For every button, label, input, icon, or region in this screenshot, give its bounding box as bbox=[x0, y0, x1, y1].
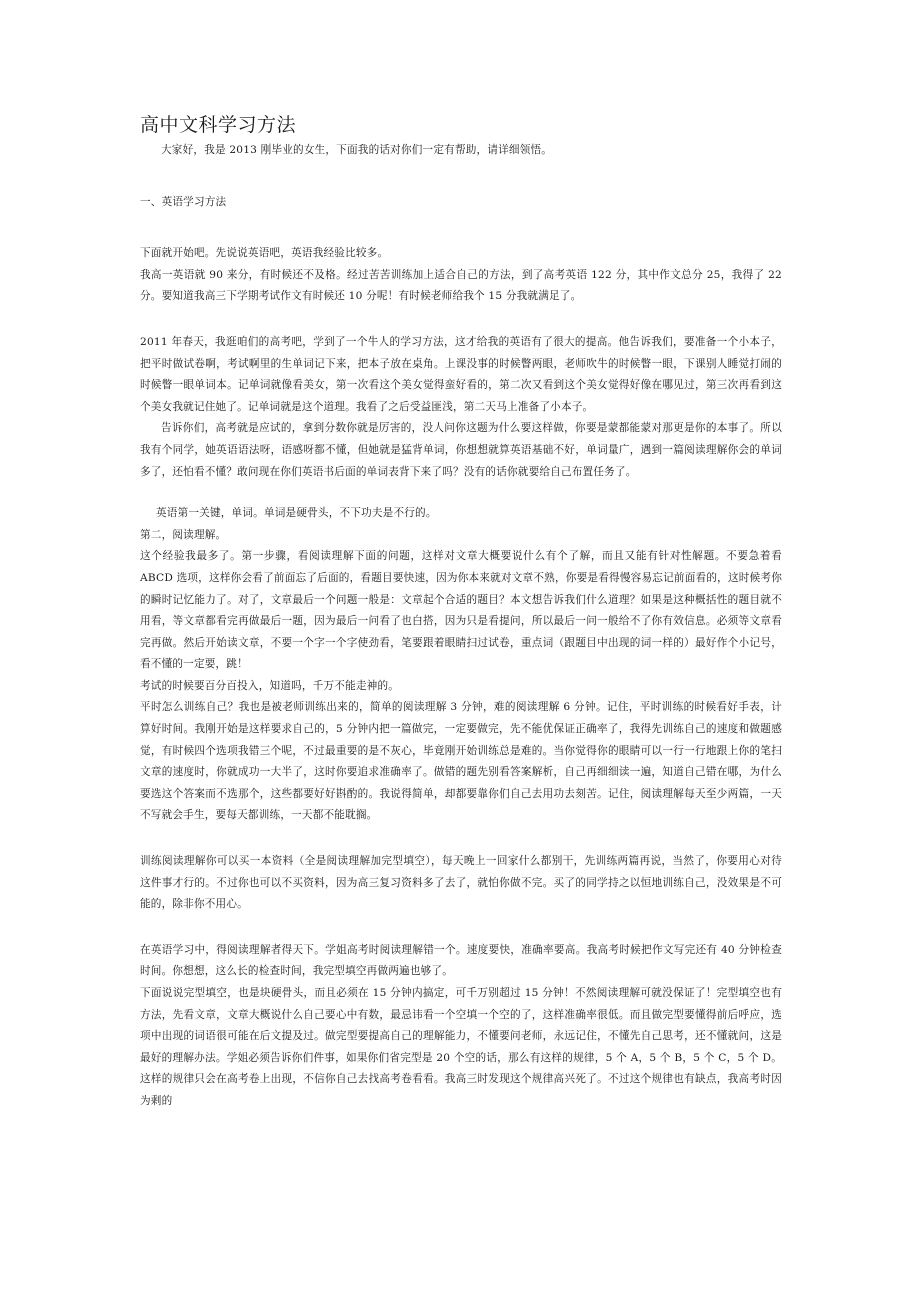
paragraph-2: 我高一英语就 90 来分，有时候还不及格。经过苦苦训练加上适合自己的方法，到了高考英语 122 分，其中作文总分 25，我得了 22 分。要知道我高三下学期考试作文有时候还 10 分呢！有时候老师给我个 15 分我就满足了。 bbox=[140, 268, 782, 303]
paragraph-10: 训练阅读理解你可以买一本资料（全是阅读理解加完型填空），每天晚上一回家什么都别干，先训练两篇再说，当然了，你要用心对待这件事才行的。不过你也可以不买资料，因为高三复习资料多了去了，就怕你做不完。买了的同学持之以恒地训练自己，没效果是不可能的，除非你不用心。 bbox=[140, 855, 782, 911]
paragraph-5: 英语第一关键，单词。单词是硬骨头，不下功夫是不行的。 bbox=[156, 507, 437, 520]
spacer bbox=[140, 213, 782, 243]
paragraph-3: 2011 年春天，我逛咱们的高考吧，学到了一个牛人的学习方法，这才给我的英语有了很大的提高。他告诉我们，要准备一个小本子，把平时做试卷啊，考试啊里的生单词记下来，把本子放在桌角。上课没事的时候瞥两眼，老师吹牛的时候瞥一眼，下课别人睡觉打闹的时候瞥一眼单词本。记单词就像看美女，第一次看这个美女觉得蛮好看的，第二次又看到这个美女觉得好像在哪见过，第三次再看到这个美女我就记住她了。记单词就是这个道理。我看了之后受益匪浅，第二天马上准备了小本子。 bbox=[140, 335, 782, 413]
spacer bbox=[140, 308, 782, 332]
spacer bbox=[140, 827, 782, 851]
paragraph-9: 平时怎么训练自己？我也是被老师训练出来的，简单的阅读理解 3 分钟，难的阅读理解 6 分钟。记住，平时训练的时候看好手表，计算好时间。我刚开始是这样要求自己的，5 分钟内把一篇做完，一定要做完，先不能优保证正确率了，我得先训练自己的速度和做题感觉，有时候四个选项我错三个呢，不过最重要的是不灰心，毕竟刚开始训练总是难的。当你觉得你的眼睛可以一行一行地跟上你的笔扫文章的速度时，你就成功一大半了，这时你要追求准确率了。做错的题先别看答案解析，自己再细细读一遍，知道自己错在哪，为什么要选这个答案而不选那个，这些都要好好斟酌的。我说得简单，却都要靠你们自己去用功去刻苦。记住，阅读理解每天至少两篇，一天不写就会手生，要每天都训练，一天都不能耽搁。 bbox=[140, 701, 782, 822]
section-heading-english: 一、英语学习方法 bbox=[140, 195, 227, 208]
paragraph-1: 下面就开始吧。先说说英语吧，英语我经验比较多。 bbox=[140, 247, 389, 260]
document-page bbox=[140, 112, 782, 1113]
spacer bbox=[140, 916, 782, 940]
spacer bbox=[140, 483, 782, 503]
paragraph-8: 考试的时候要百分百投入，知道吗，千万不能走神的。 bbox=[140, 679, 400, 692]
paragraph-6: 第二，阅读理解。 bbox=[140, 528, 227, 541]
paragraph-7: 这个经验我最多了。第一步骤，看阅读理解下面的问题，这样对文章大概要说什么有个了解，而且又能有针对性解题。不要急着看 ABCD 选项，这样你会看了前面忘了后面的，看题目要快速，因为你本来就对文章不熟，你要是看得慢容易忘记前面看的，这时候考你的瞬时记忆能力了。对了，文章最后一个问题一般是：文章起个合适的题目？本文想告诉我们什么道理？如果是这种概括性的题目就不用看，等文章都看完再做最后一题，因为最后一问看了也白搭，因为只是看提问，所以最后一问一般给不了你有效信息。必须等文章看完再做。然后开始读文章，不要一个字一个字使劲看，笔要跟着眼睛扫过试卷，重点词（跟题目中出现的词一样的）最好作个小记号，看不懂的一定要，跳！ bbox=[140, 550, 782, 671]
paragraph-12: 下面说说完型填空，也是块硬骨头，而且必须在 15 分钟内搞定，可千万别超过 15 分钟！不然阅读理解可就没保证了！完型填空也有方法，先看文章，文章大概说什么自己要心中有数，最忌讳看一个空填一个空的了，这样准确率很低。而且做完型要懂得前后呼应，选项中出现的词语很可能在后文提及过。做完型要提高自己的理解能力，不懂要问老师，永远记住，不懂先自己思考，还不懂就问，这是最好的理解办法。学姐必须告诉你们件事，如果你们省完型是 20 个空的话，那么有这样的规律，5 个 A，5 个 B，5 个 C，5 个 D。这样的规律只会在高考卷上出现，不信你自己去找高考卷看看。我高三时发现这个规律高兴死了。不过这个规律也有缺点，我高考时因为剩的 bbox=[140, 987, 782, 1107]
document-title: 高中文科学习方法 bbox=[140, 114, 297, 136]
paragraph-4: 告诉你们，高考就是应试的，拿到分数你就是厉害的，没人问你这题为什么要这样做，你要是蒙都能蒙对那更是你的本事了。所以我有个同学，她英语语法呀，语感呀都不懂，但她就是猛背单词，你想想就算英语基础不好，单词量广，遇到一篇阅读理解你会的单词多了，还怕看不懂？敢问现在你们英语书后面的单词表背下来了吗？没有的话你就要给自己布置任务了。 bbox=[140, 422, 782, 478]
spacer bbox=[140, 162, 782, 192]
intro-paragraph: 大家好，我是 2013 刚毕业的女生，下面我的话对你们一定有帮助，请详细领悟。 bbox=[161, 144, 553, 156]
paragraph-11: 在英语学习中，得阅读理解者得天下。学姐高考时阅读理解错一个。速度要快，准确率要高。我高考时候把作文写完还有 40 分钟检查时间。你想想，这么长的检查时间，我完型填空再做两遍也够了。 bbox=[140, 943, 782, 978]
